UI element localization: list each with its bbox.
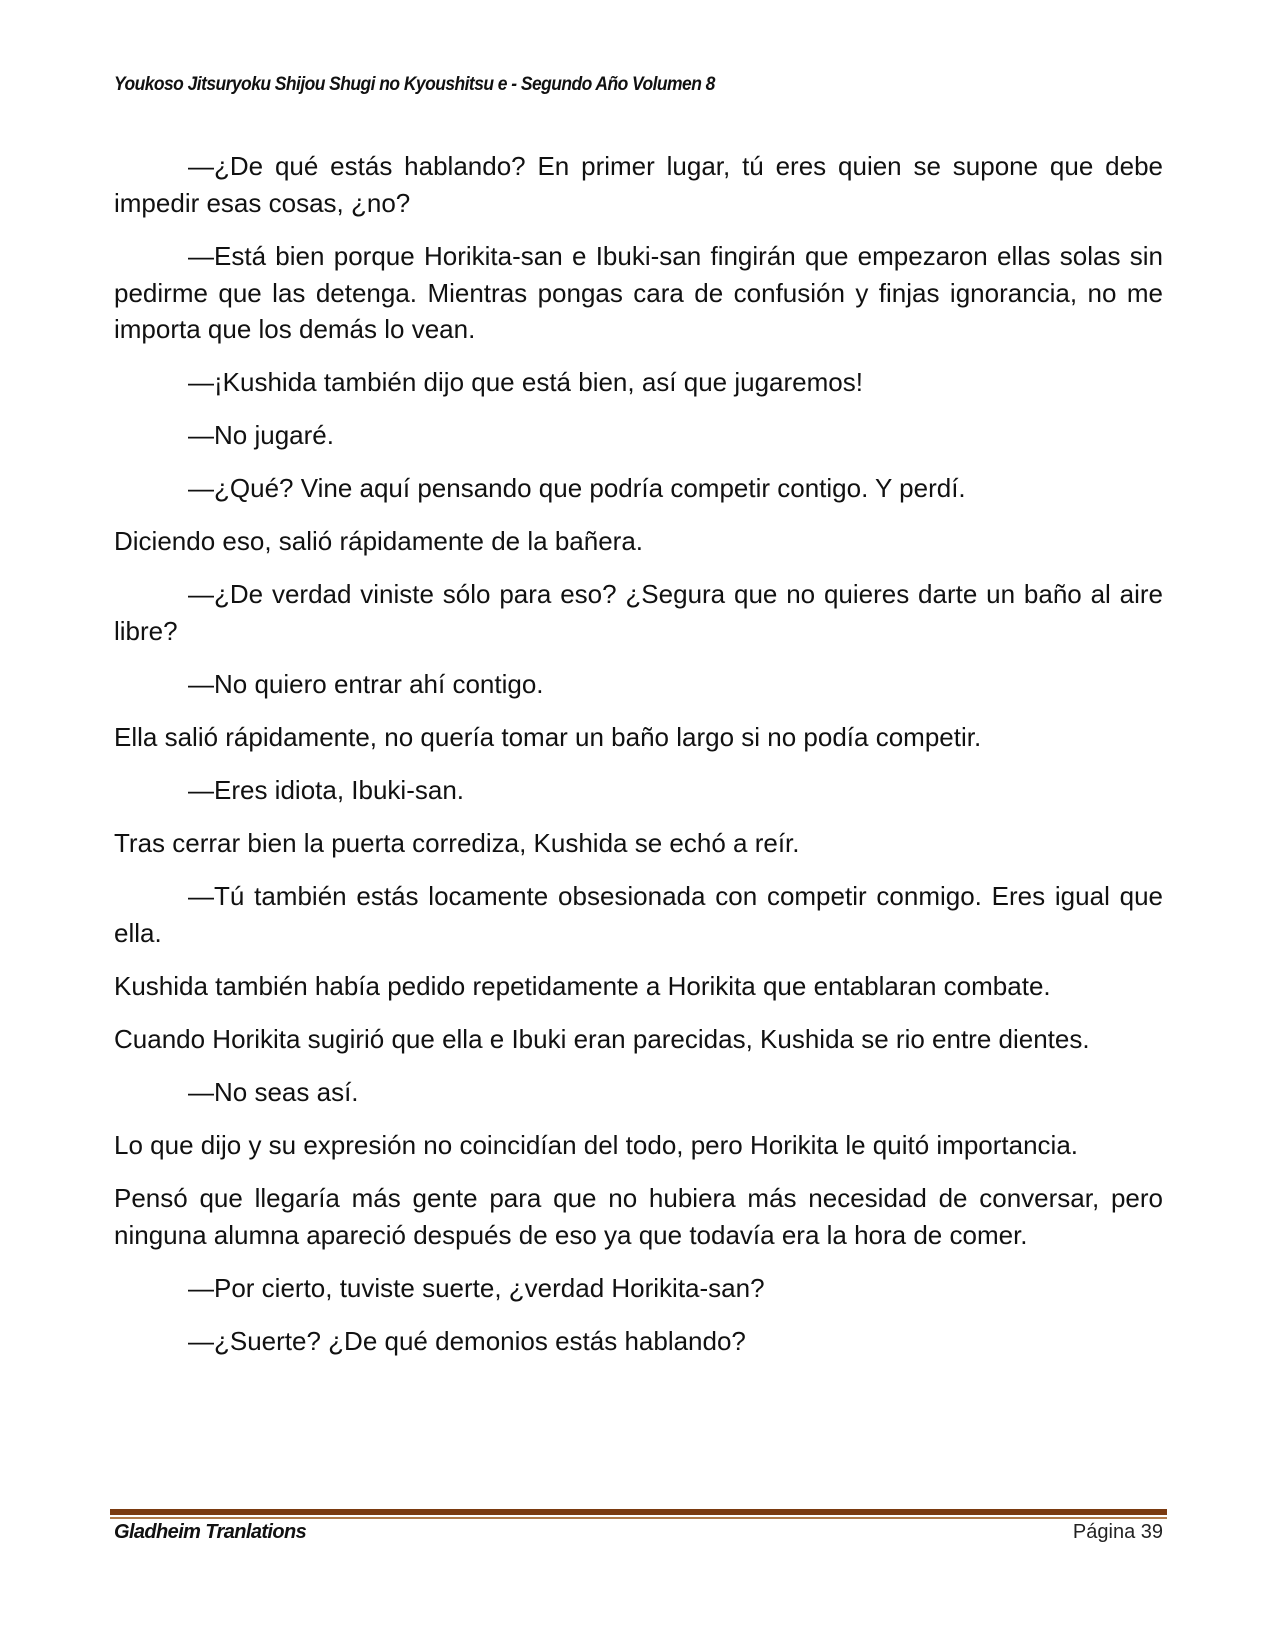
narration-paragraph: Tras cerrar bien la puerta corrediza, Kushida se echó a reír. xyxy=(114,828,800,859)
dialogue-paragraph: —No jugaré. xyxy=(188,420,334,451)
dialogue-paragraph: —No seas así. xyxy=(188,1076,359,1107)
running-header: Youkoso Jitsuryoku Shijou Shugi no Kyoushitsu e - Segundo Año Volumen 8 xyxy=(114,74,715,95)
narration-paragraph: Kushida también había pedido repetidamente a Horikita que entablaran combate. xyxy=(114,970,1051,1001)
dialogue-paragraph: —Por cierto, tuviste suerte, ¿verdad Horikita-san? xyxy=(188,1272,765,1303)
dialogue-paragraph: —Está bien porque Horikita-san e Ibuki-san fingirán que empezaron ellas solas sin pedirme que las detenga. Mientras pongas cara de confusión y finjas ignorancia, no me importa que los demás lo vean. xyxy=(114,240,1163,345)
dialogue-paragraph: —No quiero entrar ahí contigo. xyxy=(188,669,544,700)
dialogue-paragraph: —¿Qué? Vine aquí pensando que podría competir contigo. Y perdí. xyxy=(188,473,966,504)
narration-paragraph: Diciendo eso, salió rápidamente de la bañera. xyxy=(114,526,644,557)
dialogue-paragraph: —¡Kushida también dijo que está bien, así que jugaremos! xyxy=(188,367,863,398)
narration-paragraph: Ella salió rápidamente, no quería tomar un baño largo si no podía competir. xyxy=(114,722,982,753)
dialogue-paragraph: —Tú también estás locamente obsesionada con competir conmigo. Eres igual que ella. xyxy=(114,881,1163,948)
dialogue-paragraph: —Eres idiota, Ibuki-san. xyxy=(188,775,465,806)
narration-paragraph: Pensó que llegaría más gente para que no hubiera más necesidad de conversar, pero ninguna alumna apareció después de eso ya que todavía era la hora de comer. xyxy=(114,1182,1163,1250)
page-number: Página 39 xyxy=(1072,1521,1163,1543)
narration-paragraph: Cuando Horikita sugirió que ella e Ibuki eran parecidas, Kushida se rio entre dientes. xyxy=(114,1023,1090,1054)
dialogue-paragraph: —¿De qué estás hablando? En primer lugar, tú eres quien se supone que debe impedir esas cosas, ¿no? xyxy=(114,151,1163,218)
footer-divider xyxy=(110,1509,1167,1519)
footer-credit: Gladheim Tranlations xyxy=(114,1521,307,1543)
dialogue-paragraph: —¿Suerte? ¿De qué demonios estás hablando? xyxy=(188,1325,746,1356)
page-body xyxy=(114,148,1163,1375)
dialogue-paragraph: —¿De verdad viniste sólo para eso? ¿Segura que no quieres darte un baño al aire libre? xyxy=(114,579,1163,647)
narration-paragraph: Lo que dijo y su expresión no coincidían del todo, pero Horikita le quitó importancia. xyxy=(114,1129,1079,1160)
